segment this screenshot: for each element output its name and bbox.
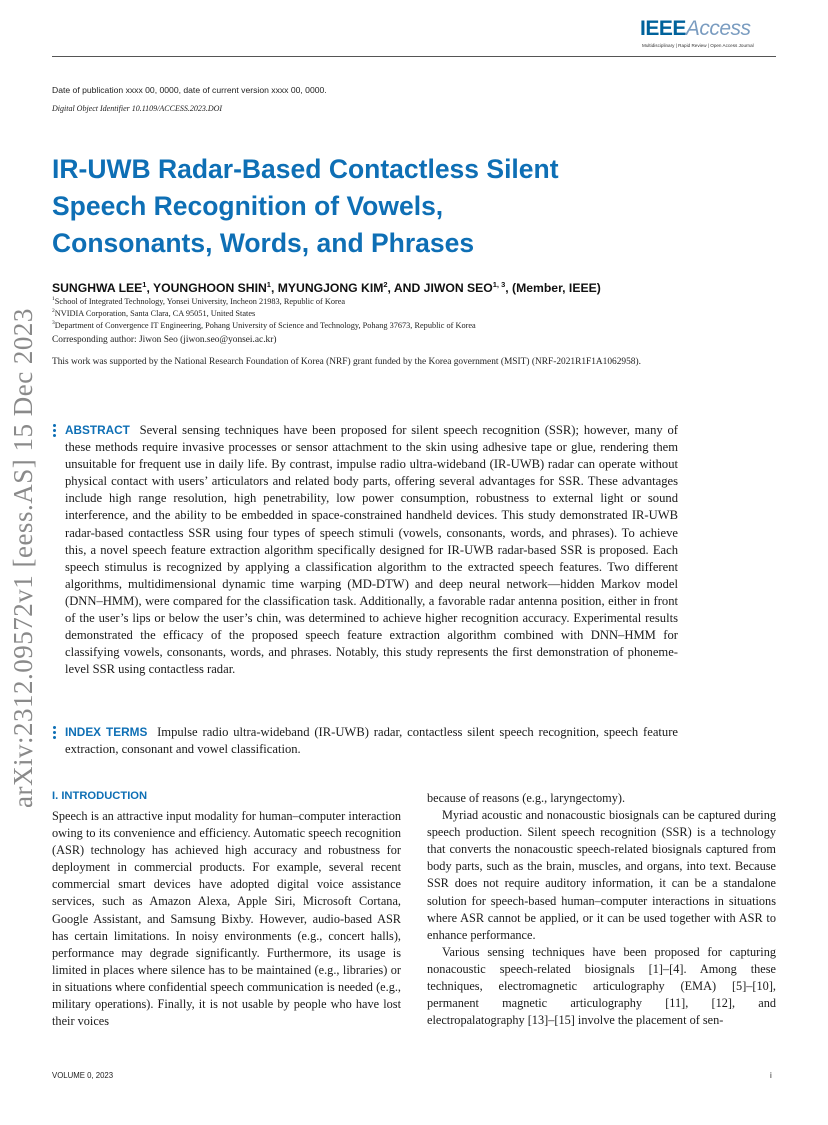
section-heading: I. INTRODUCTION (52, 790, 148, 802)
footer-volume: VOLUME 0, 2023 (52, 1071, 114, 1080)
publication-date: Date of publication xxxx 00, 0000, date of current version xxxx 00, 0000. (52, 85, 327, 95)
logo-tagline: Multidisciplinary | Rapid Review | Open Access Journal (642, 43, 754, 48)
paragraph: because of reasons (e.g., laryngectomy). (427, 791, 626, 805)
affiliation-text: Department of Convergence IT Engineering, Pohang University of Science and Technology, Pohang 37673, Republic of Korea (54, 320, 476, 330)
paragraph: Various sensing techniques have been proposed for capturing nonacoustic speech-related biosignals [1]–[4]. Among these techniques, electromagnetic articulography (EMA) [5]–[10], permanent magnetic articulography [11], [12], and electropalatography [13]–[15] involve the placement of sen- (427, 944, 776, 1028)
affiliation-text: School of Integrated Technology, Yonsei University, Incheon 21983, Republic of Korea (54, 296, 346, 306)
abstract-marker (53, 424, 57, 439)
index-terms-text: Impulse radio ultra-wideband (IR-UWB) radar, contactless silent speech recognition, speech feature extraction, consonant and vowel classification. (65, 725, 679, 757)
funding-note: This work was supported by the National Research Foundation of Korea (NRF) grant funded by the Korea government (MSIT) (NRF-2021R1F1A1062958). (52, 357, 641, 367)
left-column (52, 808, 401, 1030)
title-line: Speech Recognition of Vowels, (52, 191, 444, 221)
author-sup: 1, 3 (492, 280, 506, 289)
abstract-label: ABSTRACT (65, 423, 130, 437)
author-sup: 2 (383, 280, 388, 289)
member-note: , (Member, IEEE) (505, 281, 601, 296)
title-line: Consonants, Words, and Phrases (52, 228, 475, 258)
author-name: SUNGHWA LEE (52, 281, 143, 296)
paper-title (52, 151, 692, 262)
abstract-text: Several sensing techniques have been proposed for silent speech recognition (SSR); however, many of these methods require invasive processes or sensor attachment to the skin using adhesive tape or glue, rendering them unsuitable for frequent use in daily life. By contrast, impulse radio ultra-wideband (IR-UWB) radar can operate without physical contact with users’ articulators and related body parts, offering several advantages for SSR. These advantages include high range resolution, high penetrability, low power consumption, robustness to external light or sound interference, and the ability to be embedded in space-constrained handheld devices. This study demonstrated IR-UWB radar-based contactless SSR using four types of speech stimuli (vowels, consonants, words, and phrases). To achieve this, a novel speech feature extraction algorithm specifically designed for IR-UWB radar-based SSR is proposed. Each speech stimulus is recognized by applying a classification algorithm to the extracted speech features. Two different algorithms, multidimensional dynamic time warping (MD-DTW) and deep neural network—hidden Markov model (DNN–HMM), were compared for the classification task. Additionally, a favorable radar antenna position, either in front of the user’s lips or below the user’s chin, was determined to achieve higher recognition accuracy. Experimental results demonstrated the efficacy of the proposed speech feature extraction algorithm combined with DNN–HMM for classifying vowels, consonants, words, and phrases. Notably, this study represents the first demonstration of phoneme-level SSR using contactless radar. (65, 423, 678, 677)
arxiv-watermark: arXiv:2312.09572v1 [eess.AS] 15 Dec 2023 (8, 308, 38, 808)
ieee-access-logo (640, 18, 775, 52)
affiliation-sup: 3 (52, 320, 55, 326)
author-name: MYUNGJONG KIM (277, 281, 384, 296)
abstract (65, 422, 678, 678)
logo-ieee: IEEE (640, 17, 686, 40)
index-terms-label: INDEX TERMS (65, 725, 148, 739)
doi: Digital Object Identifier 10.1109/ACCESS.2023.DOI (52, 104, 223, 113)
affiliation-sup: 1 (52, 296, 55, 302)
author-name: AND JIWON SEO (393, 281, 493, 296)
index-terms-marker (53, 726, 57, 741)
author-sup: 1 (142, 280, 147, 289)
author-sup: 1 (266, 280, 271, 289)
right-column (427, 790, 776, 1029)
page-number: i (770, 1071, 772, 1080)
affiliation-text: NVIDIA Corporation, Santa Clara, CA 95051, United States (54, 308, 256, 318)
author-list: SUNGHWA LEE$^1$, YOUNGHOON SHIN$^1$, MYUNGJONG KIM$^2$, AND JIWON SEO$^{1, 3}$, (Member, IEEE) (52, 280, 601, 296)
affiliation (52, 296, 345, 306)
index-terms (65, 724, 678, 758)
affiliation-sup: 2 (52, 308, 55, 314)
paragraph: Myriad acoustic and nonacoustic biosignals can be captured during speech production. Silent speech recognition (SSR) is a technology that converts the nonacoustic speech-related biosignals captured from body parts, such as the brain, muscles, and organs, into text. Because SSR does not require auditory information, it can be a standalone solution for speech-based human–computer interactions in situations where ASR cannot be applied, or it can be used together with ASR to enhance performance. (427, 808, 776, 942)
logo-wordmark (640, 18, 775, 40)
affiliation (52, 320, 476, 330)
logo-access: Access (685, 17, 751, 40)
paragraph: Speech is an attractive input modality for human–computer interaction owing to its convenience and efficiency. Automatic speech recognition (ASR) technology has achieved high accuracy and robustness for deployment in commercial products. For example, several recent commercial smart devices have adopted digital voice assistance services, such as Amazon Alexa, Apple Siri, Microsoft Cortana, Google Assistant, and Samsung Bixby. However, audio-based ASR has certain limitations. In noisy environments (e.g., concert halls), performance may degrade significantly. Furthermore, its usage is limited in places where silence has to be maintained (e.g., libraries) or in situations where confidential speech communication is needed (e.g., military operations). Finally, it is not usable by people who have lost their voices (52, 809, 401, 1029)
author-name: YOUNGHOON SHIN (153, 281, 267, 296)
header-divider (52, 56, 776, 57)
corresponding-author: Corresponding author: Jiwon Seo (jiwon.seo@yonsei.ac.kr) (52, 335, 277, 345)
affiliation (52, 308, 255, 318)
title-line: IR-UWB Radar-Based Contactless Silent (52, 154, 559, 184)
